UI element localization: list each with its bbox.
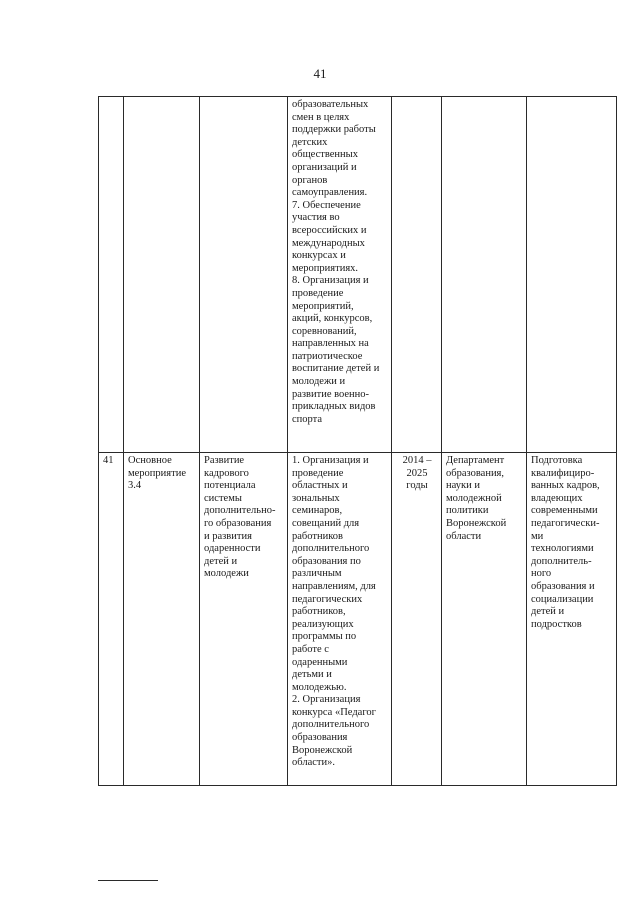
actions-text: образовательных смен в целях поддержки работы детских общественных организаций и органов самоуправления. 7. Обеспечение участия во всероссийских и международных конкурсах и мероприятиях. 8. Организация и проведение мероприятий, акций, конкурсов, соревнований, направленных на патриотическое воспитание детей и молодежи и развитие военно- прикладных видов спорта bbox=[292, 99, 380, 425]
page-number: 41 bbox=[313, 66, 327, 81]
cell-number bbox=[99, 97, 124, 453]
event-text: Основное мероприятие 3.4 bbox=[128, 455, 186, 492]
cell-actions bbox=[288, 97, 392, 453]
cell-actions bbox=[288, 453, 392, 786]
actions-text: 1. Организация и проведение областных и зональных семинаров, совещаний для работников дополнительного образования по различным направлениям, для педагогических работников, реализующих программы по работе с одаренными детьми и молодежью. 2. Организация конкурса «Педагог дополнительного образования Воронежской области». bbox=[292, 455, 376, 769]
result-text: Подготовка квалифициро- ванных кадров, владеющих современными педагогически- ми технологиями дополнитель- ного образования и социализации детей и подростков bbox=[531, 455, 600, 630]
cell-event bbox=[124, 97, 200, 453]
cell-title bbox=[200, 453, 288, 786]
cell-period bbox=[392, 97, 442, 453]
title-text: Развитие кадрового потенциала системы дополнительно- го образования и развития одаренности детей и молодежи bbox=[204, 455, 276, 580]
cell-number bbox=[99, 453, 124, 786]
cell-period bbox=[392, 453, 442, 786]
cell-event bbox=[124, 453, 200, 786]
cell-result bbox=[527, 97, 617, 453]
table-row-continuation bbox=[99, 97, 617, 453]
cell-executor bbox=[442, 97, 527, 453]
period-text: 2014 – 2025 годы bbox=[402, 455, 432, 492]
table-row-41 bbox=[99, 453, 617, 786]
cell-result bbox=[527, 453, 617, 786]
cell-title bbox=[200, 97, 288, 453]
executor-text: Департамент образования, науки и молодежной политики Воронежской области bbox=[446, 455, 507, 542]
row-number: 41 bbox=[103, 455, 114, 466]
measures-table bbox=[98, 96, 617, 786]
cell-executor bbox=[442, 453, 527, 786]
footnote-divider bbox=[98, 880, 158, 881]
